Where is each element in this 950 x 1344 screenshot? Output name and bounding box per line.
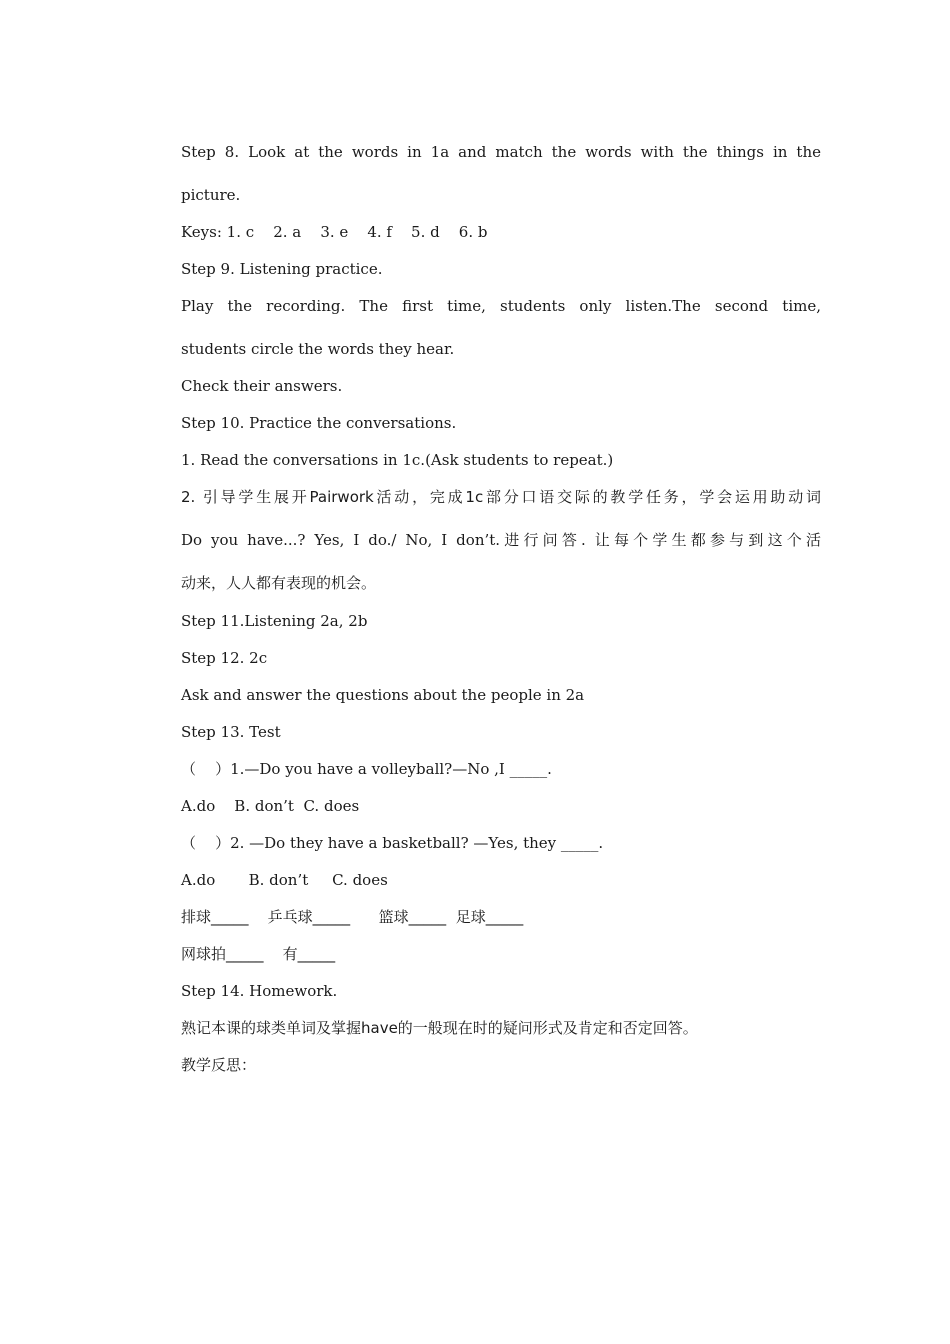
step13-heading: Step 13. Test <box>181 723 281 741</box>
step11-heading: Step 11.Listening 2a, 2b <box>181 612 368 630</box>
vocab-blanks-line2: 网球拍_____ 有_____ <box>181 945 336 963</box>
step10-item2-line2: Do you have...? Yes, I do./ No, I don’t.进行问答. 让每个学生都参与到这个活 <box>181 531 821 549</box>
homework-description: 熟记本课的球类单词及掌握have的一般现在时的疑问形式及肯定和否定回答。 <box>181 1019 698 1037</box>
step10-heading: Step 10. Practice the conversations. <box>181 414 457 432</box>
test-question-1-options: A.do B. don’t C. does <box>181 797 360 815</box>
vocab-blanks-line1: 排球_____ 乒乓球_____ 篮球_____ 足球_____ <box>181 908 524 926</box>
step9-instruction-line1: Play the recording. The first time, students only listen.The second time, <box>181 297 821 315</box>
test-question-2-options: A.do B. don’t C. does <box>181 871 388 889</box>
step10-item2-line3: 动来，人人都有表现的机会。 <box>181 574 377 592</box>
step9-check: Check their answers. <box>181 377 343 395</box>
test-question-1: （ ）1.—Do you have a volleyball?—No ,I _____. <box>181 760 552 778</box>
step8-instruction-line2: picture. <box>181 186 241 204</box>
step12-instruction: Ask and answer the questions about the people in 2a <box>181 686 585 704</box>
test-question-2: （ ）2. —Do they have a basketball? —Yes, they _____. <box>181 834 604 852</box>
step8-keys: Keys: 1. c 2. a 3. e 4. f 5. d 6. b <box>181 223 488 241</box>
step9-heading: Step 9. Listening practice. <box>181 260 383 278</box>
step8-instruction-line1: Step 8. Look at the words in 1a and match the words with the things in the <box>181 143 821 161</box>
teaching-reflection-label: 教学反思： <box>181 1056 257 1074</box>
step14-heading: Step 14. Homework. <box>181 982 338 1000</box>
step10-item1: 1. Read the conversations in 1c.(Ask students to repeat.) <box>181 451 614 469</box>
step12-heading: Step 12. 2c <box>181 649 268 667</box>
step10-item2-line1: 2. 引导学生展开Pairwork活动，完成1c部分口语交际的教学任务，学会运用助动词 <box>181 488 821 506</box>
step9-instruction-line2: students circle the words they hear. <box>181 340 455 358</box>
